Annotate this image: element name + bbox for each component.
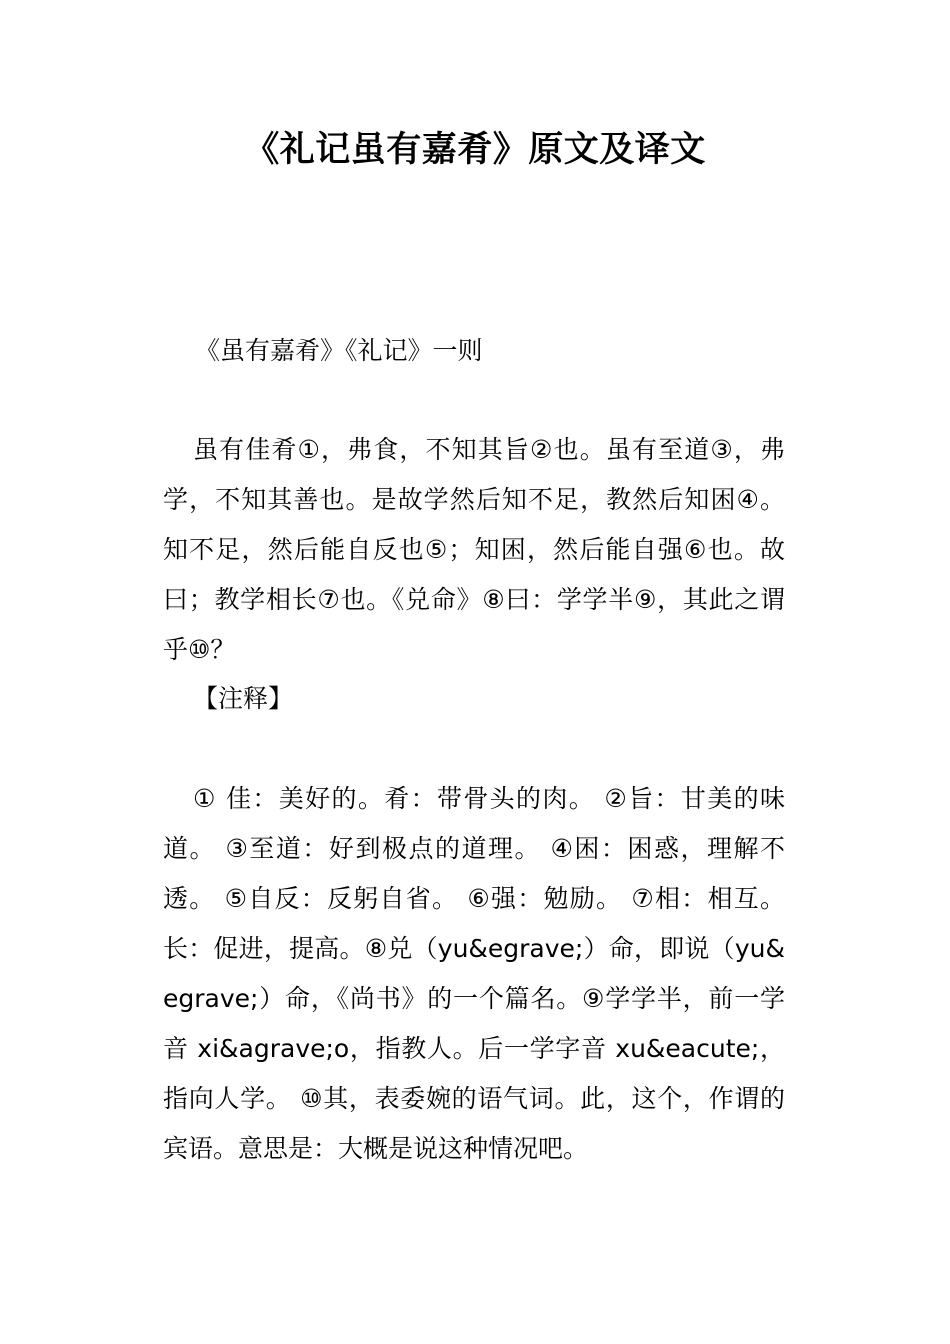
main-text-paragraph: 虽有佳肴①，弗食，不知其旨②也。虽有至道③，弗学，不知其善也。是故学然后知不足，教然后知困④。知不足，然后能自反也⑤；知困，然后能自强⑥也。故曰；教学相长⑦也。《兑命》⑧曰：学学半⑨，其此之谓乎⑩？ <box>163 435 785 664</box>
notes-heading: 【注释】 <box>193 684 294 713</box>
page-title: 《礼记虽有嘉肴》原文及译文 <box>244 130 706 170</box>
notes-paragraph: ① 佳：美好的。肴：带骨头的肉。 ②旨：甘美的味道。 ③至道：好到极点的道理。 ④困：困惑，理解不透。 ⑤自反：反躬自省。 ⑥强：勉励。 ⑦相：相互。长：促进，提高。⑧兑（yu&egrave;）命，即说（yu&egrave;）命，《尚书》的一个篇名。⑨学学半，前一学音 xi&agrave;o，指教人。后一学字音 xu&eacute;，指向人学。 ⑩其，表委婉的语气词。此，这个，作谓的宾语。意思是：大概是说这种情况吧。 <box>163 784 785 1163</box>
subheading: 《虽有嘉肴》《礼记》一则 <box>195 336 483 365</box>
